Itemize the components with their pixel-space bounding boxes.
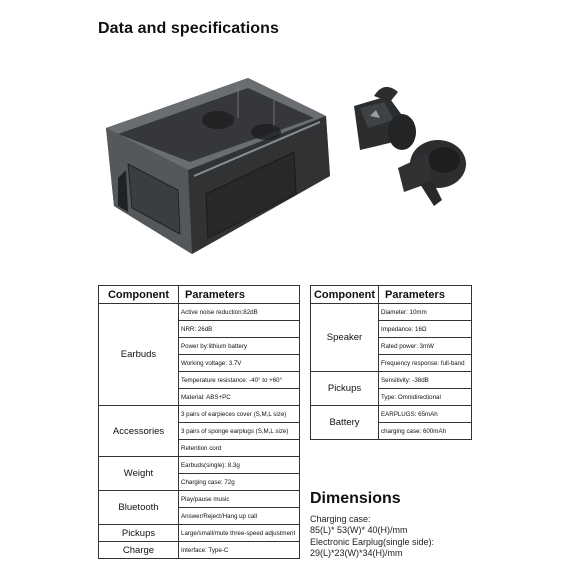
column-header: Parameters — [179, 286, 300, 304]
page-title: Data and specifications — [98, 20, 280, 37]
charging-case-icon — [106, 78, 330, 254]
table-row — [99, 542, 300, 559]
component-cell: Accessories — [99, 406, 179, 457]
table-row — [311, 304, 472, 321]
parameter-cell: NRR: 26dB — [179, 321, 300, 338]
parameter-cell: 3 pairs of sponge earplugs (S,M,L size) — [179, 423, 300, 440]
parameter-cell: Retention cord — [179, 440, 300, 457]
component-cell: Pickups — [311, 372, 379, 406]
parameter-cell: Impedance: 16Ω — [379, 321, 472, 338]
component-cell: Speaker — [311, 304, 379, 372]
dimensions-title: Dimensions — [310, 490, 401, 507]
dimensions-line: Electronic Earplug(single side): — [310, 537, 435, 547]
component-cell: Charge — [99, 542, 179, 559]
parameter-cell: Charging case: 72g — [179, 474, 300, 491]
spec-table-right — [310, 285, 472, 440]
dimensions-line: Charging case: — [310, 514, 371, 524]
dimensions-line: 29(L)*23(W)*34(H)/mm — [310, 548, 403, 558]
table-row — [311, 372, 472, 389]
spec-table-left — [98, 285, 300, 559]
parameter-cell: Large/small/mute three-speed adjustment — [179, 525, 300, 542]
dimensions-line: 85(L)* 53(W)* 40(H)/mm — [310, 525, 408, 535]
parameter-cell: Type: Omnidirectional — [379, 389, 472, 406]
column-header: Component — [99, 286, 179, 304]
parameter-cell: Sensitivity: -38dB — [379, 372, 472, 389]
column-header: Parameters — [379, 286, 472, 304]
table-row — [99, 304, 300, 321]
earbud-icon — [354, 87, 416, 150]
parameter-cell: Working voltage: 3.7V — [179, 355, 300, 372]
table-row — [311, 406, 472, 423]
earbud-icon — [398, 140, 466, 206]
parameter-cell: Interface: Type-C — [179, 542, 300, 559]
parameter-cell: Play/pause music — [179, 491, 300, 508]
parameter-cell: 3 pairs of earpieces cover (S,M,L size) — [179, 406, 300, 423]
column-header: Component — [311, 286, 379, 304]
parameter-cell: Power by:lithium battery — [179, 338, 300, 355]
parameter-cell: Material: ABS+PC — [179, 389, 300, 406]
component-cell: Bluetooth — [99, 491, 179, 525]
parameter-cell: Frequency response: full-band — [379, 355, 472, 372]
table-row — [99, 525, 300, 542]
component-cell: Pickups — [99, 525, 179, 542]
parameter-cell: Diameter: 10mm — [379, 304, 472, 321]
product-image — [98, 58, 476, 268]
component-cell: Weight — [99, 457, 179, 491]
parameter-cell: Rated power: 3mW — [379, 338, 472, 355]
table-row — [99, 491, 300, 508]
parameter-cell: charging case: 600mAh — [379, 423, 472, 440]
parameter-cell: Temperature resistance: -40° to +60° — [179, 372, 300, 389]
table-row — [99, 406, 300, 423]
parameter-cell: Answer/Reject/Hang up call — [179, 508, 300, 525]
table-row — [99, 457, 300, 474]
parameter-cell: Earbuds(single): 8.3g — [179, 457, 300, 474]
component-cell: Earbuds — [99, 304, 179, 406]
parameter-cell: EARPLUGS: 65mAh — [379, 406, 472, 423]
component-cell: Battery — [311, 406, 379, 440]
parameter-cell: Active noise reduction:82dB — [179, 304, 300, 321]
